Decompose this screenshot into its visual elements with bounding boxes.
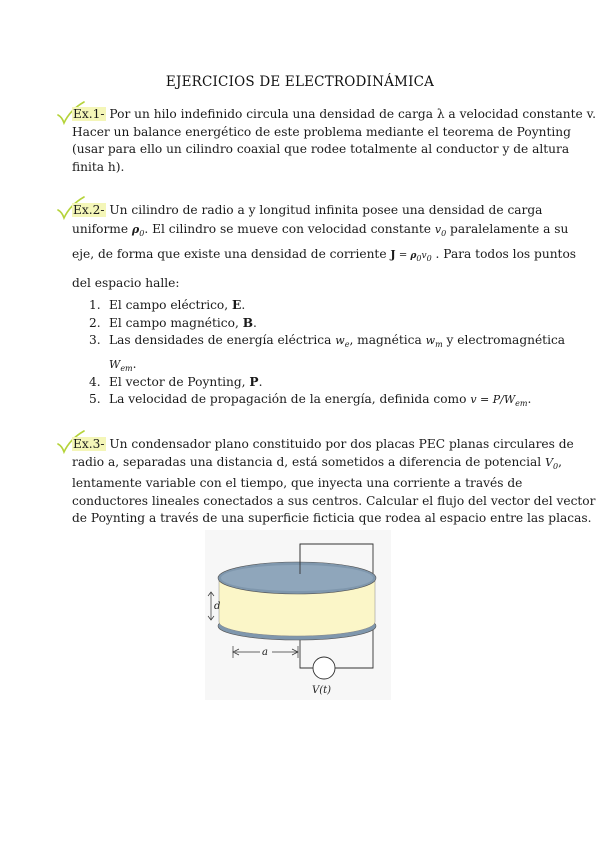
exercise-2-line: Un cilindro de radio a y longitud infinita posee una densidad de carga [105,203,543,217]
voltage-source-icon [313,657,335,679]
subscript: 0 [426,254,432,263]
exercise-3-label: Ex.3- [73,437,105,451]
exercise-1-line: (usar para ello un cilindro coaxial que rodee totalmente al conductor y de altura [72,142,570,156]
equals-sign: = [395,250,411,261]
subscript: 0 [441,228,447,238]
rho-symbol: ρ [131,222,140,236]
voltage-symbol: V [545,455,554,469]
exercise-1 [72,106,596,176]
subscript: 0 [416,254,422,263]
exercise-3-line: de Poynting a través de una superficie ficticia que rodea al espacio entre las placas. [72,511,592,525]
exercise-2-text: eje, de forma que existe una densidad de corriente [72,247,391,261]
source-label: V(t) [312,685,332,696]
exercise-2-text: uniforme [72,221,132,236]
exercise-3-line: lentamente variable con el tiempo, que inyecta una corriente a través de [72,476,523,490]
exercise-3-line: Un condensador plano constituido por dos placas PEC planas circulares de [105,437,574,451]
exercise-3-line: radio a, separadas una distancia d, está sometidos a diferencia de potencial [72,454,546,469]
capacitor-figure [205,530,391,700]
d-label: d [214,601,221,612]
exercise-3: Ex.3- Un condensador plano constituido por dos placas PEC planas circulares de radio a, separadas una distancia d, está sometidos a diferencia de potencial $V_0$, lentamente variable con el tiempo, que inyecta una corriente a través de conductores lineales conectados a sus centros. Calcular el flujo del vector del vector de Poynting a través de una superficie ficticia que rodea al espacio entre las placas. [72,436,534,528]
velocity-symbol: v [421,251,427,261]
subscript: 0 [553,461,559,471]
list-item: 4. El vector de Poynting, P. [89,374,263,389]
top-plate-face [221,565,373,591]
exercise-1-line: Hacer un balance energético de este problema mediante el teorema de Poynting [72,124,571,139]
exercise-2 [72,202,577,292]
list-item: 5. La velocidad de propagación de la energía, definida como $v = P/W_{em}$. [89,392,532,408]
question-list [89,297,566,413]
velocity-symbol: v [434,222,442,236]
exercise-1-line: finita h). [72,159,125,174]
list-item: 3. Las densidades de energía eléctrica $w_e$, magnética $w_m$ y electromagnética [89,333,566,349]
subscript: 0 [139,228,145,238]
exercise-2-text: . Para todos los puntos [431,247,577,261]
current-density-symbol: J [390,248,396,261]
exercise-1-line: Por un hilo indefinido circula una densidad de carga λ a velocidad constante v. [105,107,596,121]
list-item: $W_{em}$. [109,356,137,373]
list-item: 1. El campo eléctrico, E. [89,298,246,312]
exercise-2-text: del espacio halle: [72,275,180,290]
exercise-3-line: conductores lineales conectados a sus centros. Calcular el flujo del vector del vector [72,493,596,508]
exercise-2-text: . El cilindro se mueve con velocidad constante [144,221,435,236]
exercise-2-label: Ex.2- [73,203,105,217]
page-title: EJERCICIOS DE ELECTRODINÁMICA [165,74,435,90]
rho-symbol: ρ [410,251,417,261]
exercise-2-text: paralelamente a su [446,221,569,236]
a-label: a [262,647,268,658]
capacitor-diagram [205,530,391,700]
list-item: 2. El campo magnético, B. [89,315,257,330]
exercise-1-label: Ex.1- [73,107,105,121]
